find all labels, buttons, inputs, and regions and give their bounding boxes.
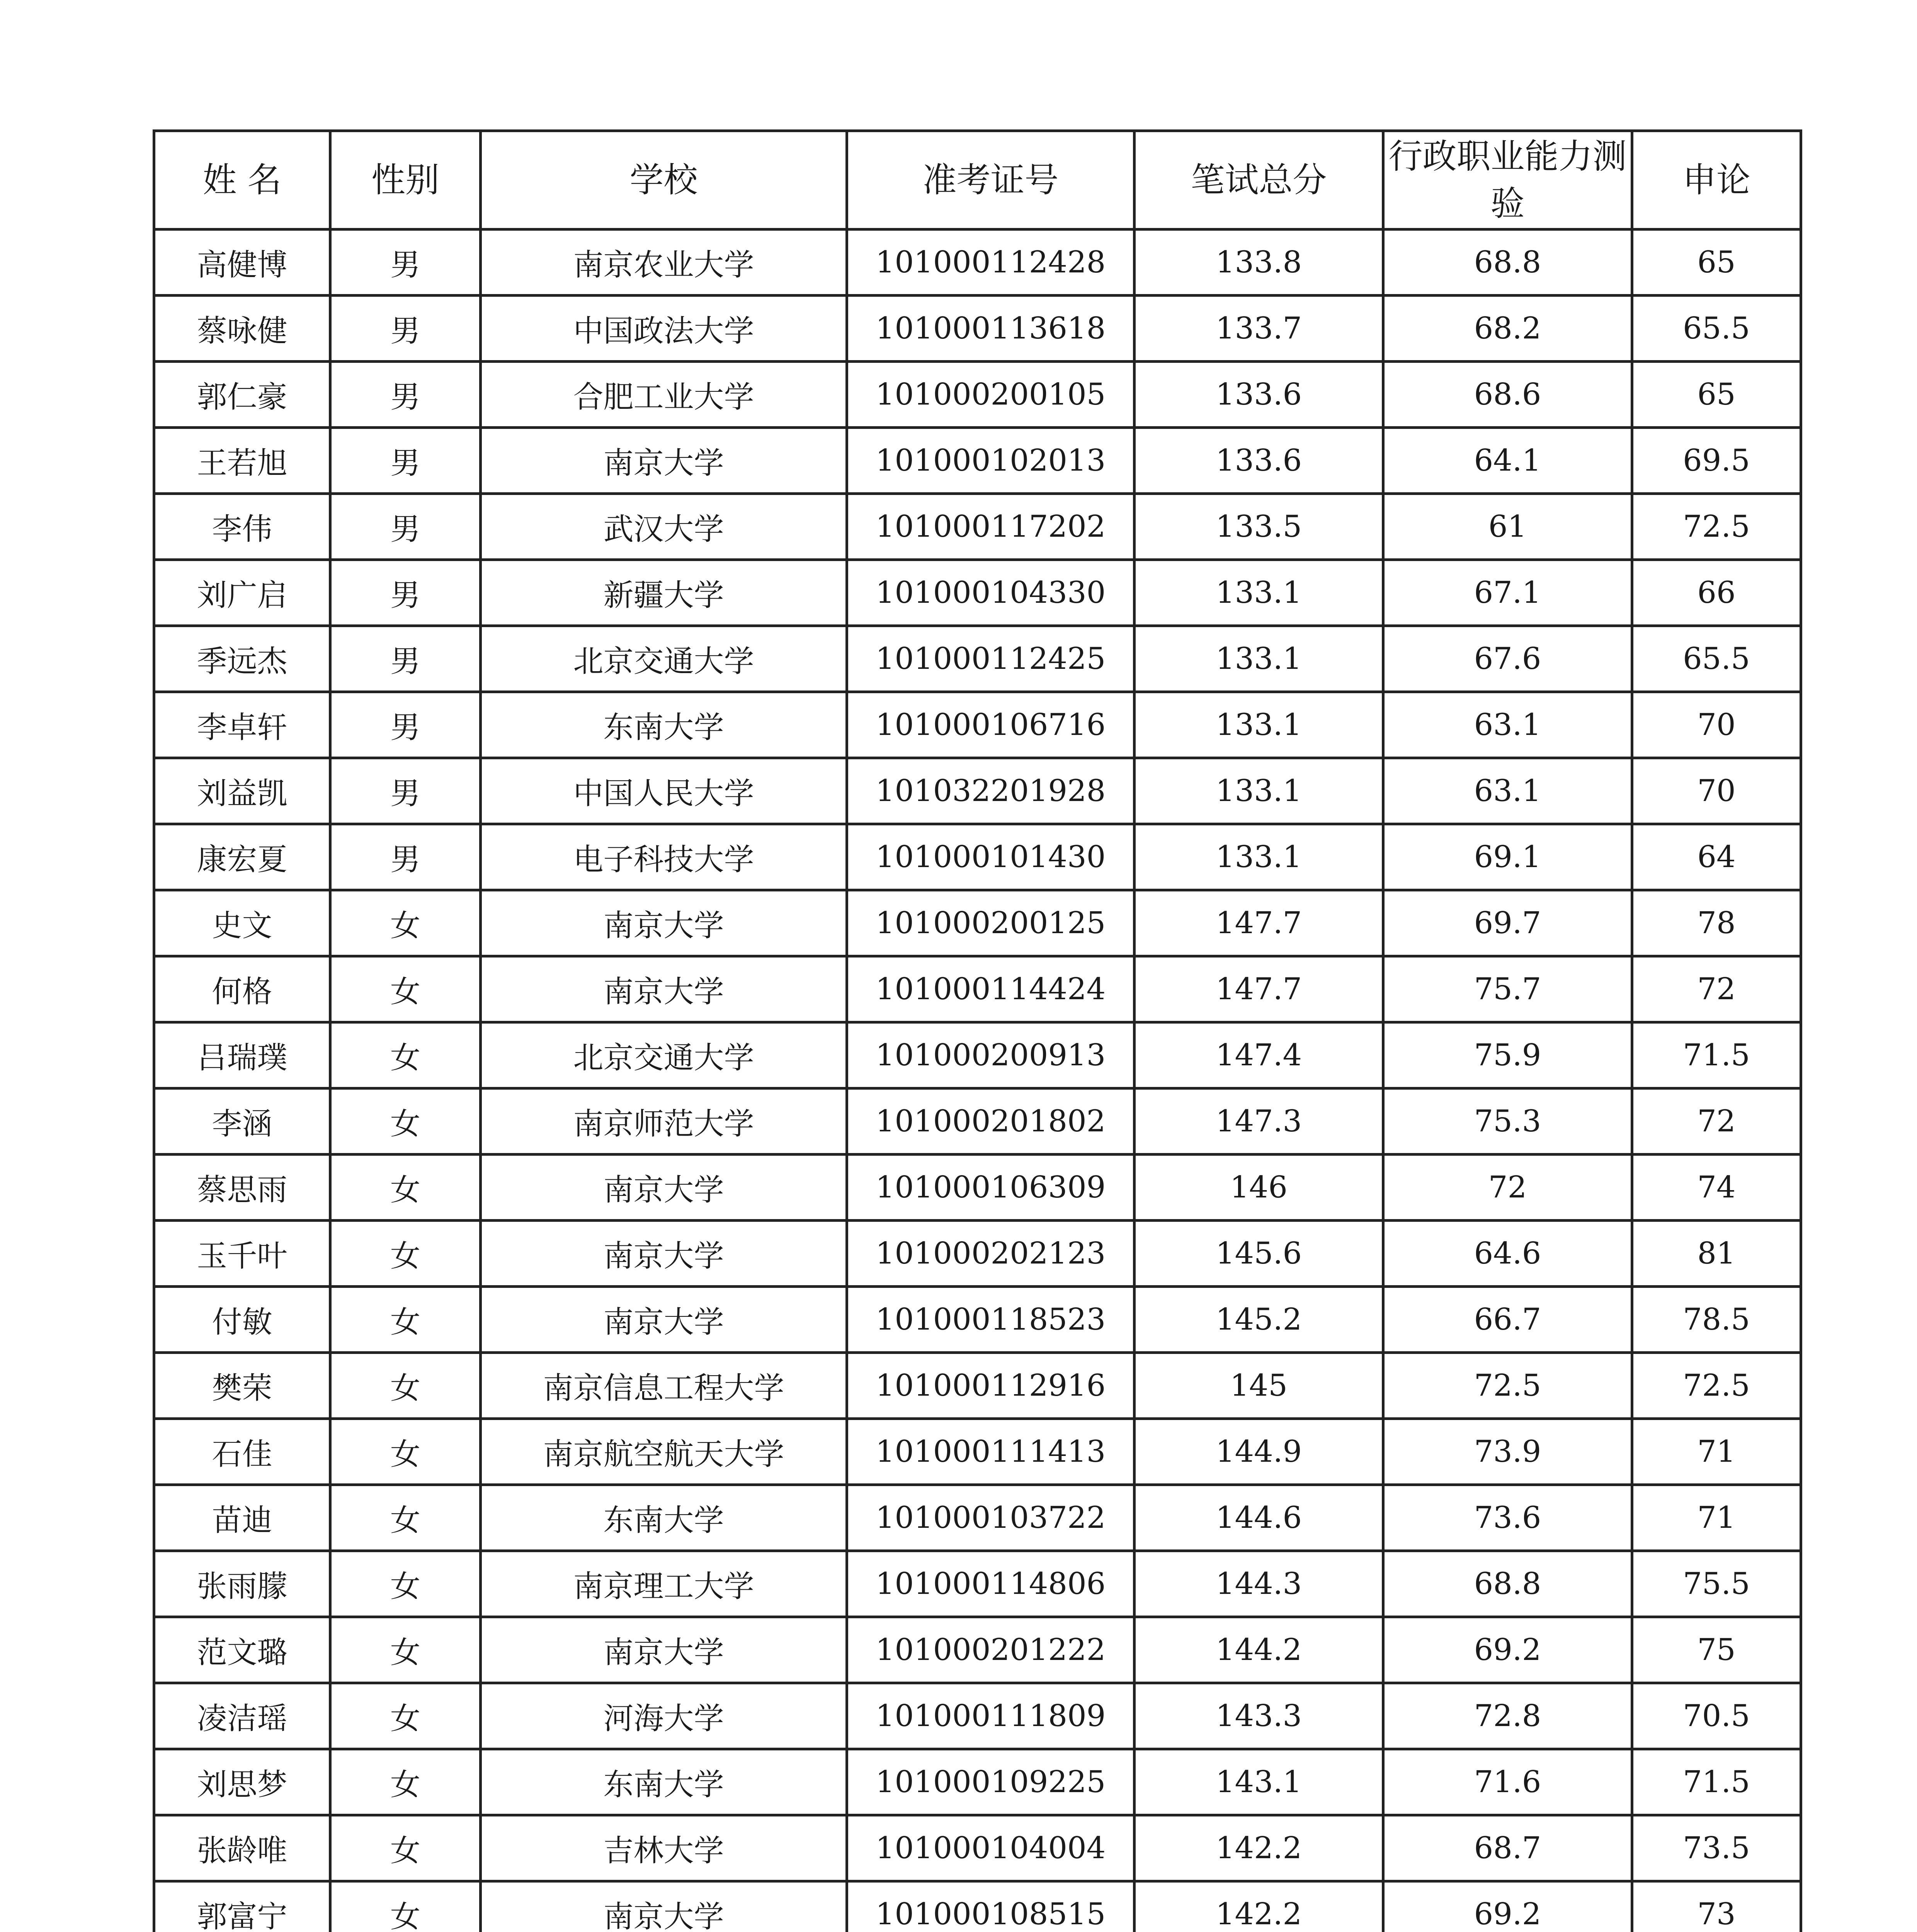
cell-written-total: 145 <box>1135 1353 1383 1419</box>
candidate-score-table <box>153 129 1802 1932</box>
cell-name: 张龄唯 <box>154 1815 330 1881</box>
cell-admin-aptitude: 67.1 <box>1383 560 1632 626</box>
cell-written-total: 133.6 <box>1135 428 1383 494</box>
cell-school: 北京交通大学 <box>481 626 847 692</box>
cell-essay: 70.5 <box>1632 1683 1801 1749</box>
cell-school: 合肥工业大学 <box>481 362 847 428</box>
cell-school: 新疆大学 <box>481 560 847 626</box>
cell-gender: 男 <box>330 428 481 494</box>
cell-admin-aptitude: 69.7 <box>1383 890 1632 956</box>
cell-exam-id: 101000102013 <box>847 428 1135 494</box>
cell-name: 王若旭 <box>154 428 330 494</box>
cell-written-total: 145.2 <box>1135 1287 1383 1353</box>
cell-written-total: 133.1 <box>1135 560 1383 626</box>
cell-essay: 66 <box>1632 560 1801 626</box>
cell-essay: 74 <box>1632 1155 1801 1221</box>
cell-name: 何格 <box>154 956 330 1022</box>
cell-gender: 男 <box>330 296 481 362</box>
cell-written-total: 147.7 <box>1135 890 1383 956</box>
cell-gender: 女 <box>330 1419 481 1485</box>
cell-essay: 65.5 <box>1632 296 1801 362</box>
cell-admin-aptitude: 75.7 <box>1383 956 1632 1022</box>
header-row <box>154 131 1801 230</box>
cell-exam-id: 101000112916 <box>847 1353 1135 1419</box>
table-row <box>154 1749 1801 1815</box>
cell-name: 季远杰 <box>154 626 330 692</box>
cell-essay: 73.5 <box>1632 1815 1801 1881</box>
cell-name: 李卓轩 <box>154 692 330 758</box>
cell-gender: 女 <box>330 1221 481 1287</box>
cell-name: 蔡咏健 <box>154 296 330 362</box>
table-header <box>154 131 1801 230</box>
cell-school: 河海大学 <box>481 1683 847 1749</box>
cell-admin-aptitude: 69.2 <box>1383 1881 1632 1932</box>
cell-school: 南京理工大学 <box>481 1551 847 1617</box>
cell-school: 南京信息工程大学 <box>481 1353 847 1419</box>
cell-written-total: 133.1 <box>1135 626 1383 692</box>
table-row <box>154 494 1801 560</box>
cell-gender: 女 <box>330 1617 481 1683</box>
cell-gender: 男 <box>330 626 481 692</box>
cell-exam-id: 101032201928 <box>847 758 1135 824</box>
cell-name: 吕瑞璞 <box>154 1022 330 1088</box>
table-row <box>154 1683 1801 1749</box>
cell-school: 南京师范大学 <box>481 1088 847 1155</box>
cell-exam-id: 101000106309 <box>847 1155 1135 1221</box>
table-row <box>154 428 1801 494</box>
table-row <box>154 1088 1801 1155</box>
cell-admin-aptitude: 64.6 <box>1383 1221 1632 1287</box>
cell-essay: 72 <box>1632 1088 1801 1155</box>
table-row <box>154 1551 1801 1617</box>
cell-written-total: 147.7 <box>1135 956 1383 1022</box>
cell-admin-aptitude: 68.2 <box>1383 296 1632 362</box>
cell-exam-id: 101000118523 <box>847 1287 1135 1353</box>
cell-school: 北京交通大学 <box>481 1022 847 1088</box>
table-row <box>154 626 1801 692</box>
cell-essay: 65 <box>1632 362 1801 428</box>
cell-essay: 75.5 <box>1632 1551 1801 1617</box>
cell-school: 吉林大学 <box>481 1815 847 1881</box>
cell-admin-aptitude: 68.8 <box>1383 1551 1632 1617</box>
cell-school: 中国政法大学 <box>481 296 847 362</box>
cell-admin-aptitude: 73.6 <box>1383 1485 1632 1551</box>
cell-admin-aptitude: 68.8 <box>1383 230 1632 296</box>
cell-gender: 男 <box>330 362 481 428</box>
cell-gender: 女 <box>330 1683 481 1749</box>
cell-school: 电子科技大学 <box>481 824 847 890</box>
cell-school: 东南大学 <box>481 692 847 758</box>
cell-name: 李涵 <box>154 1088 330 1155</box>
cell-exam-id: 101000108515 <box>847 1881 1135 1932</box>
cell-name: 刘思梦 <box>154 1749 330 1815</box>
cell-gender: 女 <box>330 890 481 956</box>
cell-written-total: 133.6 <box>1135 362 1383 428</box>
cell-school: 南京大学 <box>481 1287 847 1353</box>
cell-school: 南京大学 <box>481 956 847 1022</box>
cell-gender: 男 <box>330 494 481 560</box>
cell-name: 康宏夏 <box>154 824 330 890</box>
cell-written-total: 133.5 <box>1135 494 1383 560</box>
cell-essay: 71 <box>1632 1485 1801 1551</box>
cell-admin-aptitude: 68.7 <box>1383 1815 1632 1881</box>
cell-gender: 女 <box>330 1749 481 1815</box>
cell-written-total: 133.1 <box>1135 758 1383 824</box>
table-row <box>154 230 1801 296</box>
cell-school: 南京大学 <box>481 1155 847 1221</box>
cell-gender: 男 <box>330 692 481 758</box>
cell-exam-id: 101000104004 <box>847 1815 1135 1881</box>
cell-exam-id: 101000200125 <box>847 890 1135 956</box>
cell-written-total: 142.2 <box>1135 1815 1383 1881</box>
table-row <box>154 362 1801 428</box>
table-row <box>154 1617 1801 1683</box>
cell-essay: 71.5 <box>1632 1022 1801 1088</box>
cell-written-total: 133.1 <box>1135 824 1383 890</box>
cell-exam-id: 101000112428 <box>847 230 1135 296</box>
cell-gender: 女 <box>330 1881 481 1932</box>
cell-school: 南京农业大学 <box>481 230 847 296</box>
cell-exam-id: 101000103722 <box>847 1485 1135 1551</box>
cell-name: 凌洁瑶 <box>154 1683 330 1749</box>
cell-gender: 女 <box>330 1022 481 1088</box>
cell-school: 东南大学 <box>481 1485 847 1551</box>
header-admin-aptitude: 行政职业能力测验 <box>1383 131 1632 230</box>
cell-essay: 75 <box>1632 1617 1801 1683</box>
table-row <box>154 1287 1801 1353</box>
cell-written-total: 144.3 <box>1135 1551 1383 1617</box>
cell-name: 范文璐 <box>154 1617 330 1683</box>
cell-exam-id: 101000200913 <box>847 1022 1135 1088</box>
cell-gender: 男 <box>330 560 481 626</box>
cell-gender: 女 <box>330 1551 481 1617</box>
cell-written-total: 144.2 <box>1135 1617 1383 1683</box>
cell-essay: 72.5 <box>1632 494 1801 560</box>
cell-admin-aptitude: 64.1 <box>1383 428 1632 494</box>
cell-name: 樊荣 <box>154 1353 330 1419</box>
cell-school: 南京大学 <box>481 890 847 956</box>
cell-name: 郭富宁 <box>154 1881 330 1932</box>
cell-admin-aptitude: 69.2 <box>1383 1617 1632 1683</box>
cell-essay: 71 <box>1632 1419 1801 1485</box>
cell-admin-aptitude: 72 <box>1383 1155 1632 1221</box>
cell-admin-aptitude: 69.1 <box>1383 824 1632 890</box>
table-row <box>154 758 1801 824</box>
cell-admin-aptitude: 72.5 <box>1383 1353 1632 1419</box>
cell-essay: 64 <box>1632 824 1801 890</box>
cell-name: 史文 <box>154 890 330 956</box>
cell-gender: 男 <box>330 824 481 890</box>
cell-exam-id: 101000114806 <box>847 1551 1135 1617</box>
table-row <box>154 1419 1801 1485</box>
cell-school: 中国人民大学 <box>481 758 847 824</box>
cell-school: 南京大学 <box>481 1881 847 1932</box>
table-row <box>154 890 1801 956</box>
cell-written-total: 144.9 <box>1135 1419 1383 1485</box>
cell-written-total: 147.3 <box>1135 1088 1383 1155</box>
cell-written-total: 145.6 <box>1135 1221 1383 1287</box>
cell-essay: 78.5 <box>1632 1287 1801 1353</box>
table-row <box>154 1353 1801 1419</box>
cell-written-total: 133.1 <box>1135 692 1383 758</box>
cell-admin-aptitude: 68.6 <box>1383 362 1632 428</box>
table-row <box>154 296 1801 362</box>
cell-gender: 女 <box>330 1353 481 1419</box>
cell-gender: 女 <box>330 1815 481 1881</box>
cell-essay: 70 <box>1632 692 1801 758</box>
cell-admin-aptitude: 75.3 <box>1383 1088 1632 1155</box>
cell-gender: 女 <box>330 1287 481 1353</box>
cell-written-total: 133.7 <box>1135 296 1383 362</box>
table-row <box>154 1485 1801 1551</box>
cell-name: 张雨朦 <box>154 1551 330 1617</box>
cell-gender: 女 <box>330 1155 481 1221</box>
cell-exam-id: 101000106716 <box>847 692 1135 758</box>
cell-exam-id: 101000201222 <box>847 1617 1135 1683</box>
cell-essay: 65 <box>1632 230 1801 296</box>
table-row <box>154 1221 1801 1287</box>
cell-written-total: 146 <box>1135 1155 1383 1221</box>
cell-admin-aptitude: 73.9 <box>1383 1419 1632 1485</box>
header-exam-id: 准考证号 <box>847 131 1135 230</box>
cell-exam-id: 101000113618 <box>847 296 1135 362</box>
cell-school: 东南大学 <box>481 1749 847 1815</box>
cell-name: 苗迪 <box>154 1485 330 1551</box>
cell-written-total: 143.1 <box>1135 1749 1383 1815</box>
cell-written-total: 143.3 <box>1135 1683 1383 1749</box>
header-essay: 申论 <box>1632 131 1801 230</box>
cell-exam-id: 101000111413 <box>847 1419 1135 1485</box>
cell-essay: 65.5 <box>1632 626 1801 692</box>
cell-admin-aptitude: 63.1 <box>1383 692 1632 758</box>
cell-written-total: 133.8 <box>1135 230 1383 296</box>
table-row <box>154 1022 1801 1088</box>
table-row <box>154 1155 1801 1221</box>
cell-gender: 女 <box>330 956 481 1022</box>
cell-exam-id: 101000114424 <box>847 956 1135 1022</box>
cell-school: 南京大学 <box>481 1221 847 1287</box>
table-row <box>154 560 1801 626</box>
table-row <box>154 1815 1801 1881</box>
cell-exam-id: 101000101430 <box>847 824 1135 890</box>
header-name: 姓 名 <box>154 131 330 230</box>
cell-essay: 72 <box>1632 956 1801 1022</box>
cell-exam-id: 101000200105 <box>847 362 1135 428</box>
cell-exam-id: 101000112425 <box>847 626 1135 692</box>
cell-name: 石佳 <box>154 1419 330 1485</box>
table-row <box>154 956 1801 1022</box>
table-row <box>154 824 1801 890</box>
cell-essay: 71.5 <box>1632 1749 1801 1815</box>
cell-admin-aptitude: 72.8 <box>1383 1683 1632 1749</box>
cell-essay: 72.5 <box>1632 1353 1801 1419</box>
cell-exam-id: 101000109225 <box>847 1749 1135 1815</box>
cell-written-total: 147.4 <box>1135 1022 1383 1088</box>
cell-admin-aptitude: 75.9 <box>1383 1022 1632 1088</box>
cell-gender: 男 <box>330 230 481 296</box>
cell-written-total: 144.6 <box>1135 1485 1383 1551</box>
table-body <box>154 230 1801 1932</box>
cell-exam-id: 101000201802 <box>847 1088 1135 1155</box>
cell-name: 玉千叶 <box>154 1221 330 1287</box>
cell-name: 蔡思雨 <box>154 1155 330 1221</box>
cell-admin-aptitude: 63.1 <box>1383 758 1632 824</box>
cell-gender: 男 <box>330 758 481 824</box>
cell-name: 付敏 <box>154 1287 330 1353</box>
cell-essay: 69.5 <box>1632 428 1801 494</box>
cell-essay: 70 <box>1632 758 1801 824</box>
cell-exam-id: 101000111809 <box>847 1683 1135 1749</box>
cell-admin-aptitude: 66.7 <box>1383 1287 1632 1353</box>
cell-name: 李伟 <box>154 494 330 560</box>
header-written-total: 笔试总分 <box>1135 131 1383 230</box>
cell-school: 南京航空航天大学 <box>481 1419 847 1485</box>
cell-essay: 73 <box>1632 1881 1801 1932</box>
cell-name: 刘益凯 <box>154 758 330 824</box>
cell-name: 高健博 <box>154 230 330 296</box>
cell-name: 刘广启 <box>154 560 330 626</box>
header-school: 学校 <box>481 131 847 230</box>
table-row <box>154 692 1801 758</box>
cell-admin-aptitude: 61 <box>1383 494 1632 560</box>
cell-gender: 女 <box>330 1485 481 1551</box>
cell-gender: 女 <box>330 1088 481 1155</box>
cell-admin-aptitude: 71.6 <box>1383 1749 1632 1815</box>
cell-exam-id: 101000117202 <box>847 494 1135 560</box>
table-row <box>154 1881 1801 1932</box>
cell-exam-id: 101000104330 <box>847 560 1135 626</box>
cell-school: 南京大学 <box>481 428 847 494</box>
cell-school: 武汉大学 <box>481 494 847 560</box>
cell-essay: 78 <box>1632 890 1801 956</box>
header-gender: 性别 <box>330 131 481 230</box>
cell-admin-aptitude: 67.6 <box>1383 626 1632 692</box>
cell-name: 郭仁豪 <box>154 362 330 428</box>
cell-exam-id: 101000202123 <box>847 1221 1135 1287</box>
cell-school: 南京大学 <box>481 1617 847 1683</box>
cell-essay: 81 <box>1632 1221 1801 1287</box>
cell-written-total: 142.2 <box>1135 1881 1383 1932</box>
